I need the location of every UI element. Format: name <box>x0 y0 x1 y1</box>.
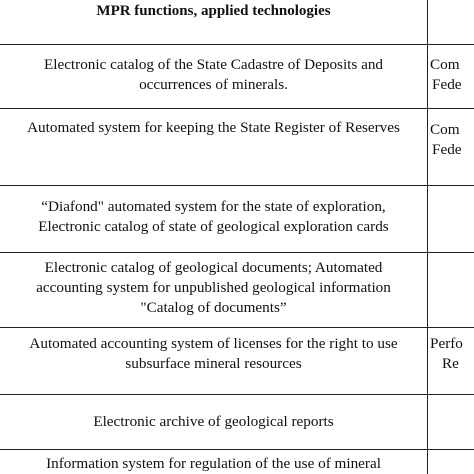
table-row <box>0 256 427 320</box>
side-cell <box>430 332 474 376</box>
side-text-line: Fede <box>432 141 462 158</box>
table-row <box>0 195 427 239</box>
row-divider <box>0 449 474 450</box>
row-text-line: accounting system for unpublished geological information <box>36 279 391 296</box>
side-text-line: Fede <box>432 76 462 93</box>
column-divider <box>427 0 428 474</box>
side-cell <box>430 50 474 100</box>
row-text-line: subsurface mineral resources <box>125 355 302 372</box>
row-text-line: Electronic archive of geological reports <box>93 413 334 430</box>
row-text-line: “Diafond" automated system for the state of exploration, <box>41 198 386 215</box>
side-text-line: Com <box>430 121 460 138</box>
row-text-line: Electronic catalog of state of geological exploration cards <box>38 218 389 235</box>
row-text-line: Automated accounting system of licenses for the right to use <box>29 335 398 352</box>
row-divider <box>0 108 474 109</box>
row-text-line: "Catalog of documents” <box>140 299 287 316</box>
header-label: MPR functions, applied technologies <box>96 3 331 19</box>
table-row <box>0 410 427 434</box>
side-text-line: Re <box>442 355 459 372</box>
table-header <box>0 0 427 22</box>
side-cell <box>430 118 474 162</box>
side-text-line: Perfo <box>430 335 463 352</box>
row-divider <box>0 327 474 328</box>
row-divider <box>0 394 474 395</box>
row-text-line: Electronic catalog of geological documents; Automated <box>44 259 383 276</box>
row-text-line: Information system for regulation of the use of mineral <box>46 455 381 472</box>
side-text-line: Com <box>430 56 460 73</box>
table-row <box>0 454 427 474</box>
table-row <box>0 332 427 376</box>
row-text-line: Electronic catalog of the State Cadastre of Deposits and <box>43 56 384 73</box>
table-row <box>0 50 427 100</box>
row-text-line: occurrences of minerals. <box>139 76 288 93</box>
row-text-line: Automated system for keeping the State Register of Reserves <box>27 119 400 136</box>
row-divider <box>0 185 474 186</box>
row-divider <box>0 44 474 45</box>
row-divider <box>0 252 474 253</box>
table-row <box>0 116 427 140</box>
